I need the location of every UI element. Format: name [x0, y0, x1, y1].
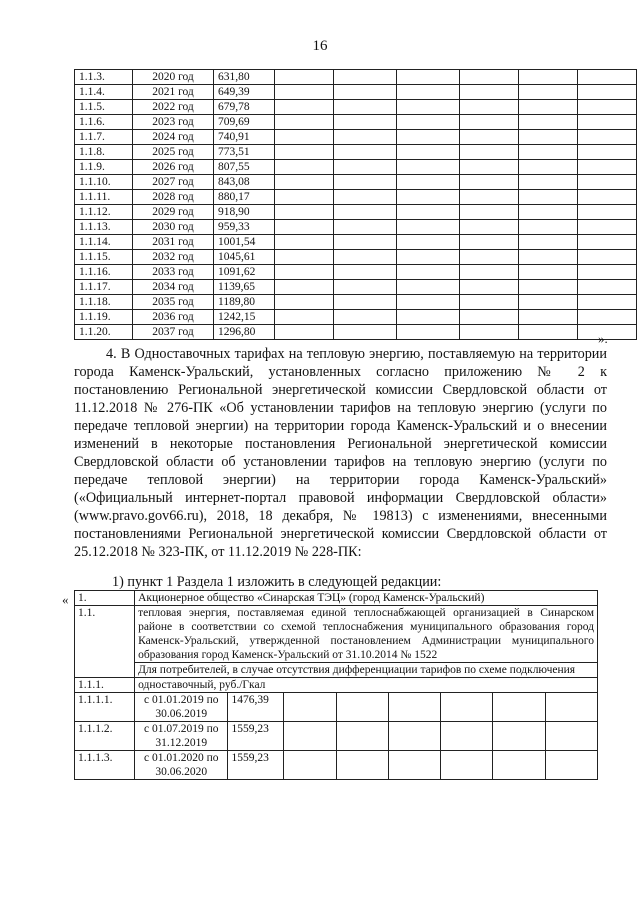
empty-cell	[334, 145, 397, 160]
empty-cell	[519, 250, 578, 265]
empty-cell	[578, 250, 637, 265]
empty-cell	[275, 70, 334, 85]
row-num: 1.1.17.	[75, 280, 133, 295]
empty-cell	[275, 160, 334, 175]
empty-cell	[397, 235, 460, 250]
table-row	[75, 115, 637, 130]
empty-cell	[275, 85, 334, 100]
empty-cell	[441, 693, 493, 722]
row-num: 1.1.7.	[75, 130, 133, 145]
heat-energy-row	[75, 606, 598, 663]
empty-cell	[334, 175, 397, 190]
row-value: 1139,65	[214, 280, 275, 295]
heat-energy-text: тепловая энергия, поставляемая единой теплоснабжающей организацией в Синарском районе в соответствии со схемой теплоснабжения муниципального образования город Каменск-Уральский, утвержденной постановлением Администрации муниципального образования город Каменск-Уральский от 31.10.2014 № 1522	[135, 606, 598, 663]
empty-cell	[334, 265, 397, 280]
empty-cell	[460, 310, 519, 325]
table-row	[75, 265, 637, 280]
empty-cell	[441, 751, 493, 780]
table-row	[75, 190, 637, 205]
period-num: 1.1.1.1.	[75, 693, 135, 722]
empty-cell	[334, 205, 397, 220]
table-row	[75, 310, 637, 325]
row-num: 1.1.3.	[75, 70, 133, 85]
org-row	[75, 591, 598, 606]
empty-cell	[519, 115, 578, 130]
empty-cell	[519, 100, 578, 115]
consumers-text: Для потребителей, в случае отсутствия дифференциации тарифов по схеме подключения	[135, 663, 598, 678]
empty-cell	[578, 280, 637, 295]
empty-cell	[397, 160, 460, 175]
empty-cell	[578, 145, 637, 160]
table-row	[75, 145, 637, 160]
period-row	[75, 693, 598, 722]
empty-cell	[519, 175, 578, 190]
empty-cell	[460, 235, 519, 250]
empty-cell	[460, 115, 519, 130]
empty-cell	[578, 235, 637, 250]
empty-cell	[334, 70, 397, 85]
empty-cell	[519, 310, 578, 325]
table-row	[75, 130, 637, 145]
row-num: 1.1.19.	[75, 310, 133, 325]
empty-cell	[578, 85, 637, 100]
empty-cell	[460, 280, 519, 295]
empty-cell	[336, 751, 388, 780]
table-row	[75, 160, 637, 175]
paragraph-4: 4. В Одноставочных тарифах на тепловую энергию, поставляемую на территории города Каменск-Уральский, установленных согласно приложению № 2 к постановлению Региональной энергетической комиссии Свердловской области от 11.12.2018 № 276-ПК «Об установлении тарифов на тепловую энергию (услуги по передаче тепловой энергии) на территории города Каменск-Уральский и о внесении изменений в некоторые постановления Региональной энергетической комиссии Свердловской области об установлении тарифов на тепловую энергию (услуги по передаче тепловой энергии) на территории города Каменск-Уральский» («Официальный интернет-портал правовой информации Свердловской области» (www.pravo.gov66.ru), 2018, 18 декабря, № 19813) с изменениями, внесенными постановлениями Региональной энергетической комиссии Свердловской области от 25.12.2018 № 323-ПК, от 11.12.2019 № 228-ПК:	[74, 346, 607, 560]
table-row	[75, 220, 637, 235]
empty-cell	[336, 693, 388, 722]
row-value: 959,33	[214, 220, 275, 235]
empty-cell	[397, 175, 460, 190]
table-row	[75, 280, 637, 295]
empty-cell	[578, 175, 637, 190]
empty-cell	[460, 205, 519, 220]
row-value: 918,90	[214, 205, 275, 220]
org-num: 1.	[75, 591, 135, 606]
row-year: 2026 год	[133, 160, 214, 175]
table-row	[75, 250, 637, 265]
row-num: 1.1.15.	[75, 250, 133, 265]
empty-cell	[519, 160, 578, 175]
row-value: 1242,15	[214, 310, 275, 325]
empty-cell	[578, 265, 637, 280]
table-row	[75, 175, 637, 190]
row-num: 1.1.20.	[75, 325, 133, 340]
empty-cell	[275, 325, 334, 340]
empty-cell	[519, 205, 578, 220]
consumers-row	[75, 663, 598, 678]
row-num: 1.1.13.	[75, 220, 133, 235]
empty-cell	[460, 70, 519, 85]
empty-cell	[545, 751, 597, 780]
tariff-organization-table	[74, 590, 598, 780]
empty-cell	[578, 190, 637, 205]
row-num: 1.1.10.	[75, 175, 133, 190]
table-row	[75, 205, 637, 220]
row-value: 1189,80	[214, 295, 275, 310]
single-rate-num: 1.1.1.	[75, 678, 135, 693]
empty-cell	[519, 85, 578, 100]
empty-cell	[493, 751, 545, 780]
empty-cell	[275, 250, 334, 265]
empty-cell	[460, 85, 519, 100]
table-row	[75, 295, 637, 310]
row-value: 1045,61	[214, 250, 275, 265]
empty-cell	[388, 693, 440, 722]
row-value: 1001,54	[214, 235, 275, 250]
empty-cell	[460, 100, 519, 115]
row-num: 1.1.12.	[75, 205, 133, 220]
empty-cell	[334, 235, 397, 250]
empty-cell	[460, 295, 519, 310]
single-rate-row	[75, 678, 598, 693]
period-row	[75, 751, 598, 780]
empty-cell	[397, 85, 460, 100]
row-year: 2029 год	[133, 205, 214, 220]
table-row	[75, 85, 637, 100]
empty-cell	[275, 100, 334, 115]
empty-cell	[397, 70, 460, 85]
row-year: 2033 год	[133, 265, 214, 280]
empty-cell	[460, 130, 519, 145]
empty-cell	[460, 190, 519, 205]
empty-cell	[460, 160, 519, 175]
row-year: 2031 год	[133, 235, 214, 250]
empty-cell	[284, 751, 336, 780]
empty-cell	[334, 295, 397, 310]
empty-cell	[275, 295, 334, 310]
page-number: 16	[312, 38, 328, 54]
single-rate-text: одноставочный, руб./Гкал	[135, 678, 598, 693]
empty-cell	[519, 235, 578, 250]
row-value: 880,17	[214, 190, 275, 205]
empty-cell	[334, 220, 397, 235]
tariff-years-table	[74, 69, 637, 340]
empty-cell	[275, 130, 334, 145]
row-num: 1.1.4.	[75, 85, 133, 100]
empty-cell	[275, 220, 334, 235]
row-value: 1091,62	[214, 265, 275, 280]
empty-cell	[397, 295, 460, 310]
period-row	[75, 722, 598, 751]
empty-cell	[578, 160, 637, 175]
row-value: 740,91	[214, 130, 275, 145]
empty-cell	[397, 205, 460, 220]
row-value: 709,69	[214, 115, 275, 130]
row-year: 2024 год	[133, 130, 214, 145]
empty-cell	[578, 205, 637, 220]
empty-cell	[397, 190, 460, 205]
empty-cell	[519, 190, 578, 205]
table-row	[75, 100, 637, 115]
empty-cell	[334, 190, 397, 205]
row-year: 2027 год	[133, 175, 214, 190]
empty-cell	[397, 220, 460, 235]
row-year: 2034 год	[133, 280, 214, 295]
empty-cell	[284, 693, 336, 722]
empty-cell	[578, 295, 637, 310]
empty-cell	[460, 265, 519, 280]
opening-quote: «	[62, 592, 69, 607]
empty-cell	[334, 160, 397, 175]
empty-cell	[397, 280, 460, 295]
empty-cell	[519, 145, 578, 160]
empty-cell	[334, 85, 397, 100]
empty-cell	[397, 130, 460, 145]
row-value: 1296,80	[214, 325, 275, 340]
row-year: 2020 год	[133, 70, 214, 85]
row-year: 2028 год	[133, 190, 214, 205]
row-value: 843,08	[214, 175, 275, 190]
row-num: 1.1.16.	[75, 265, 133, 280]
empty-cell	[441, 722, 493, 751]
empty-cell	[519, 70, 578, 85]
empty-cell	[334, 325, 397, 340]
empty-cell	[336, 722, 388, 751]
row-value: 631,80	[214, 70, 275, 85]
row-year: 2030 год	[133, 220, 214, 235]
empty-cell	[388, 751, 440, 780]
table-row	[75, 325, 637, 340]
row-num: 1.1.18.	[75, 295, 133, 310]
row-year: 2023 год	[133, 115, 214, 130]
row-year: 2025 год	[133, 145, 214, 160]
empty-cell	[578, 310, 637, 325]
period-num: 1.1.1.3.	[75, 751, 135, 780]
empty-cell	[578, 130, 637, 145]
empty-cell	[397, 100, 460, 115]
period-value: 1559,23	[228, 751, 284, 780]
empty-cell	[275, 235, 334, 250]
empty-cell	[519, 325, 578, 340]
empty-cell	[519, 265, 578, 280]
empty-cell	[460, 175, 519, 190]
empty-cell	[275, 145, 334, 160]
empty-cell	[545, 693, 597, 722]
empty-cell	[460, 220, 519, 235]
empty-cell	[334, 100, 397, 115]
empty-cell	[275, 280, 334, 295]
empty-cell	[519, 130, 578, 145]
period-range: с 01.01.2020 по 30.06.2020	[135, 751, 228, 780]
period-num: 1.1.1.2.	[75, 722, 135, 751]
empty-cell	[275, 190, 334, 205]
empty-cell	[578, 115, 637, 130]
empty-cell	[334, 310, 397, 325]
row-num: 1.1.9.	[75, 160, 133, 175]
empty-cell	[397, 325, 460, 340]
empty-cell	[578, 220, 637, 235]
empty-cell	[284, 722, 336, 751]
empty-cell	[275, 175, 334, 190]
row-year: 2032 год	[133, 250, 214, 265]
empty-cell	[493, 722, 545, 751]
empty-cell	[334, 250, 397, 265]
empty-cell	[334, 115, 397, 130]
empty-cell	[545, 722, 597, 751]
empty-cell	[334, 130, 397, 145]
empty-cell	[397, 265, 460, 280]
table-row	[75, 235, 637, 250]
row-num: 1.1.8.	[75, 145, 133, 160]
empty-cell	[493, 693, 545, 722]
empty-cell	[397, 250, 460, 265]
empty-cell	[388, 722, 440, 751]
row-value: 807,55	[214, 160, 275, 175]
row-year: 2022 год	[133, 100, 214, 115]
row-num: 1.1.14.	[75, 235, 133, 250]
row-value: 649,39	[214, 85, 275, 100]
empty-cell	[460, 145, 519, 160]
row-value: 773,51	[214, 145, 275, 160]
empty-cell	[275, 265, 334, 280]
table-row	[75, 70, 637, 85]
row-num: 1.1.5.	[75, 100, 133, 115]
closing-quote: ».	[598, 331, 608, 346]
empty-cell	[460, 325, 519, 340]
empty-cell	[397, 310, 460, 325]
row-year: 2035 год	[133, 295, 214, 310]
heat-energy-num: 1.1.	[75, 606, 135, 678]
empty-cell	[397, 115, 460, 130]
period-value: 1476,39	[228, 693, 284, 722]
empty-cell	[519, 220, 578, 235]
empty-cell	[519, 295, 578, 310]
empty-cell	[578, 100, 637, 115]
period-range: с 01.01.2019 по 30.06.2019	[135, 693, 228, 722]
row-year: 2037 год	[133, 325, 214, 340]
empty-cell	[275, 310, 334, 325]
subpoint-1: 1) пункт 1 Раздела 1 изложить в следующей редакции:	[112, 574, 442, 590]
empty-cell	[397, 145, 460, 160]
period-value: 1559,23	[228, 722, 284, 751]
row-year: 2036 год	[133, 310, 214, 325]
row-year: 2021 год	[133, 85, 214, 100]
empty-cell	[334, 280, 397, 295]
empty-cell	[578, 70, 637, 85]
org-name: Акционерное общество «Синарская ТЭЦ» (город Каменск-Уральский)	[135, 591, 598, 606]
empty-cell	[275, 205, 334, 220]
empty-cell	[460, 250, 519, 265]
empty-cell	[275, 115, 334, 130]
row-num: 1.1.11.	[75, 190, 133, 205]
empty-cell	[519, 280, 578, 295]
period-range: с 01.07.2019 по 31.12.2019	[135, 722, 228, 751]
row-value: 679,78	[214, 100, 275, 115]
row-num: 1.1.6.	[75, 115, 133, 130]
